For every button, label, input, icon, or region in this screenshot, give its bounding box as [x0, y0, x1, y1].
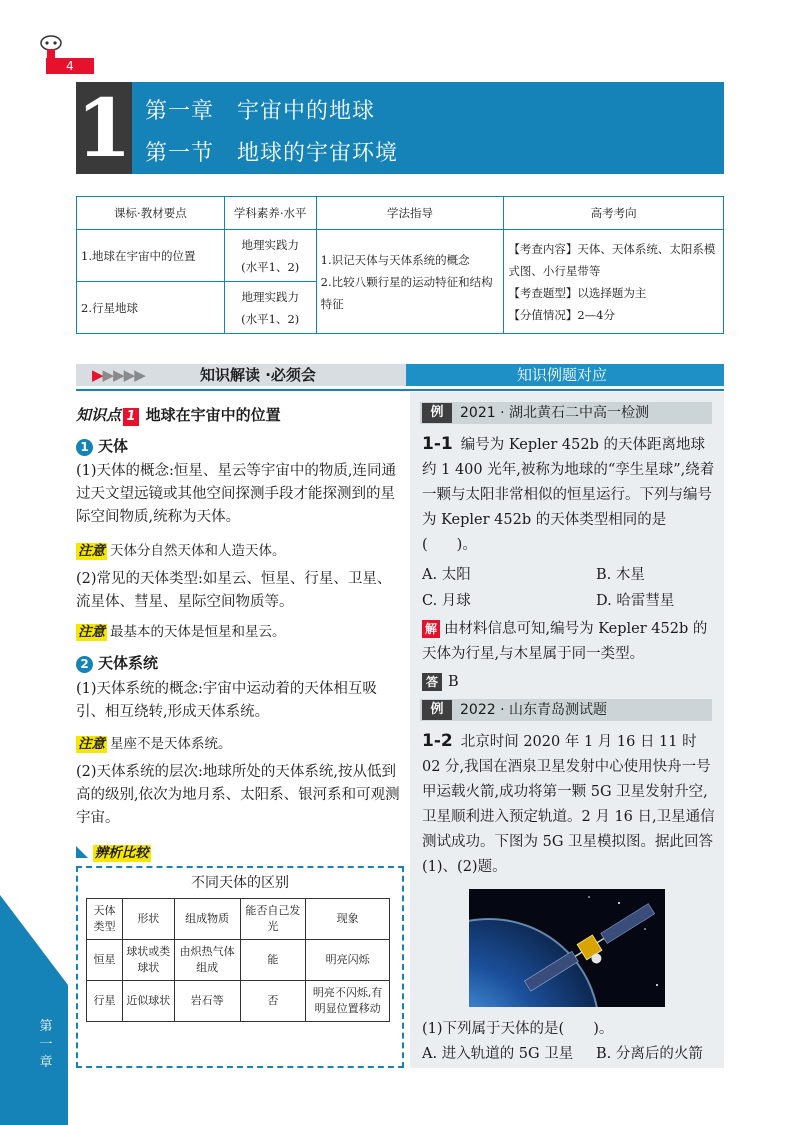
arrow-icon: ▶ — [102, 366, 114, 384]
table-cell: 行星 — [87, 981, 123, 1022]
option: A. 太阳 — [422, 567, 471, 583]
compare-label: 辨析比较 — [94, 845, 149, 861]
note — [76, 733, 404, 756]
table-row — [87, 981, 390, 1022]
literacy-level: (水平1、2) — [241, 259, 300, 274]
table-cell: 近似球状 — [122, 981, 174, 1022]
table-cell: 明亮闪烁 — [306, 940, 390, 981]
subheading-title: 天体系统 — [98, 654, 159, 672]
literacy-level: (水平1、2) — [241, 311, 300, 326]
exam-tag: 【分值情况】 — [508, 307, 578, 322]
example-source: 2021 · 湖北黄石二中高一检测 — [460, 405, 649, 421]
option: D. 哈雷彗星 — [596, 593, 675, 609]
question-text: 北京时间 2020 年 1 月 16 日 11 时 02 分,我国在酒泉卫星发射中心使用快舟一号甲运载火箭,成功将第一颗 5G 卫星发射升空,卫星顺利进入预定轨道。2 月 16 日,卫星通信测试成功。下图为 5G 卫星模拟图。据此回答(1)、(2)题。 — [422, 734, 715, 875]
chapter-side-tab — [0, 895, 68, 1125]
note-text: 最基本的天体是恒星和星云。 — [110, 624, 286, 640]
paragraph: (2)天体系统的层次:地球所处的天体系统,按从低到高的级别,依次为地月系、太阳系、银河系和可观测宇宙。 — [76, 764, 400, 826]
question-number: 1-2 — [422, 731, 453, 751]
number-badge: 1 — [76, 439, 93, 456]
knowledge-point-title: 地球在宇宙中的位置 — [145, 406, 281, 424]
table-cell: 球状或类球状 — [122, 940, 174, 981]
guidance-cell — [316, 230, 504, 334]
knowledge-point-label: 知识点 — [76, 406, 122, 424]
subheading-title: 天体 — [98, 437, 129, 455]
note-text: 天体分自然天体和人造天体。 — [110, 543, 286, 559]
analysis-text: 由材料信息可知,编号为 Kepler 452b 的天体为行星,与木星属于同一类型。 — [422, 621, 708, 662]
knowledge-bar-title: 知识解读 ·必须会 — [200, 366, 316, 384]
number-badge: 2 — [76, 656, 93, 673]
table-cell: 能 — [240, 940, 306, 981]
paragraph: (2)常见的天体类型:如星云、恒星、行星、卫星、流星体、彗星、星际空间物质等。 — [76, 571, 392, 610]
side-tab-label: 第一章 — [39, 1019, 53, 1070]
arrow-icon: ▶ — [113, 366, 124, 384]
option: A. 进入轨道的 5G 卫星 — [422, 1046, 574, 1062]
compare-table — [86, 898, 390, 1022]
header-cell: 现象 — [306, 899, 390, 940]
chapter-number: 1 — [76, 81, 132, 175]
paragraph: (1)天体系统的概念:宇宙中运动着的天体相互吸引、相互绕转,形成天体系统。 — [76, 681, 377, 720]
header-cell: 天体类型 — [87, 899, 123, 940]
exam-item — [508, 238, 719, 282]
compare-heading — [76, 842, 404, 865]
note-badge: 注意 — [78, 543, 105, 559]
literacy-cell — [224, 230, 316, 282]
table-cell: 明亮不闪烁,有明显位置移动 — [306, 981, 390, 1022]
note-badge: 注意 — [78, 736, 105, 752]
header-cell: 组成物质 — [174, 899, 240, 940]
option: B. 木星 — [596, 567, 645, 583]
table-cell: 否 — [240, 981, 306, 1022]
exam-text: 以选择题为主 — [577, 285, 647, 300]
table-cell: 岩石等 — [174, 981, 240, 1022]
guidance-item: 1.识记天体与天体系统的概念 — [320, 252, 470, 267]
paragraph: (1)天体的概念:恒星、星云等宇宙中的物质,连同通过天文望远镜或其他空间探测手段才能探测到的星际空间物质,统称为天体。 — [76, 463, 397, 525]
header-cell: 学法指导 — [316, 197, 504, 230]
compare-title: 不同天体的区别 — [191, 875, 289, 891]
note-text: 星座不是天体系统。 — [110, 736, 232, 752]
header-cell: 高考考向 — [504, 197, 724, 230]
answer-text: B — [448, 674, 459, 690]
exam-text: 2—4分 — [577, 307, 615, 322]
literacy-cell — [224, 282, 316, 334]
answer — [422, 670, 718, 695]
arrow-icon: ▶ — [123, 366, 135, 384]
divider — [76, 389, 724, 391]
note — [76, 621, 404, 644]
exam-tag: 【考查内容】 — [508, 241, 578, 256]
example-source: 2022 · 山东青岛测试题 — [460, 702, 607, 718]
chapter-title: 第一章 宇宙中的地球 — [145, 99, 376, 124]
table-cell: 由炽热气体组成 — [174, 940, 240, 981]
header-cell: 形状 — [122, 899, 174, 940]
guidance-item: 2.比较八颗行星的运动特征和结构特征 — [320, 274, 493, 311]
table-cell: 恒星 — [87, 940, 123, 981]
exam-cell — [504, 230, 724, 334]
header-cell: 学科素养·水平 — [224, 197, 316, 230]
option: B. 分离后的火箭 — [596, 1046, 703, 1062]
literacy-line: 地理实践力 — [241, 289, 299, 304]
subheading — [76, 652, 404, 676]
knowledge-point-number: 1 — [123, 408, 139, 426]
question — [422, 729, 718, 880]
point-cell: 2.行星地球 — [77, 282, 225, 334]
question — [422, 432, 718, 558]
arrow-icon: ▶ — [134, 366, 145, 384]
section-title: 第一节 地球的宇宙环境 — [145, 141, 399, 166]
page-number: 4 — [46, 58, 94, 74]
table-row — [87, 940, 390, 981]
example-badge: 例 — [422, 700, 452, 720]
literacy-line: 地理实践力 — [241, 237, 299, 252]
example-badge: 例 — [422, 403, 452, 423]
knowledge-point-heading — [76, 404, 404, 428]
arrows-icon — [92, 366, 145, 384]
examples-bar-title: 知识例题对应 — [517, 366, 608, 384]
exam-tag: 【考查题型】 — [508, 285, 578, 300]
answer-badge: 答 — [422, 673, 442, 691]
header-cell: 课标·教材要点 — [77, 197, 225, 230]
exam-item — [508, 282, 719, 304]
subheading — [76, 435, 404, 459]
question-text: 编号为 Kepler 452b 的天体距离地球约 1 400 光年,被称为地球的“孪生星球”,绕着一颗与太阳非常相似的恒星运行。下列与编号为 Kepler 452b 的天体类型相同的是( )。 — [422, 437, 715, 553]
arrow-icon: ▶ — [92, 366, 103, 384]
header-cell: 能否自己发光 — [240, 899, 306, 940]
question-number: 1-1 — [422, 434, 453, 454]
overview-table — [76, 196, 724, 334]
note — [76, 540, 404, 563]
note-badge: 注意 — [78, 624, 105, 640]
sub-question: (1)下列属于天体的是( )。 — [422, 1021, 614, 1037]
analysis — [422, 617, 718, 667]
point-cell: 1.地球在宇宙中的位置 — [77, 230, 225, 282]
option: C. 月球 — [422, 593, 471, 609]
compare-icon — [76, 846, 88, 858]
analysis-badge: 解 — [422, 620, 440, 638]
exam-text: 天体、天体系统、太阳系模式图、小行星带等 — [508, 241, 716, 278]
satellite-image — [469, 889, 665, 1007]
exam-item — [508, 304, 719, 326]
mascot-icon — [38, 34, 64, 60]
